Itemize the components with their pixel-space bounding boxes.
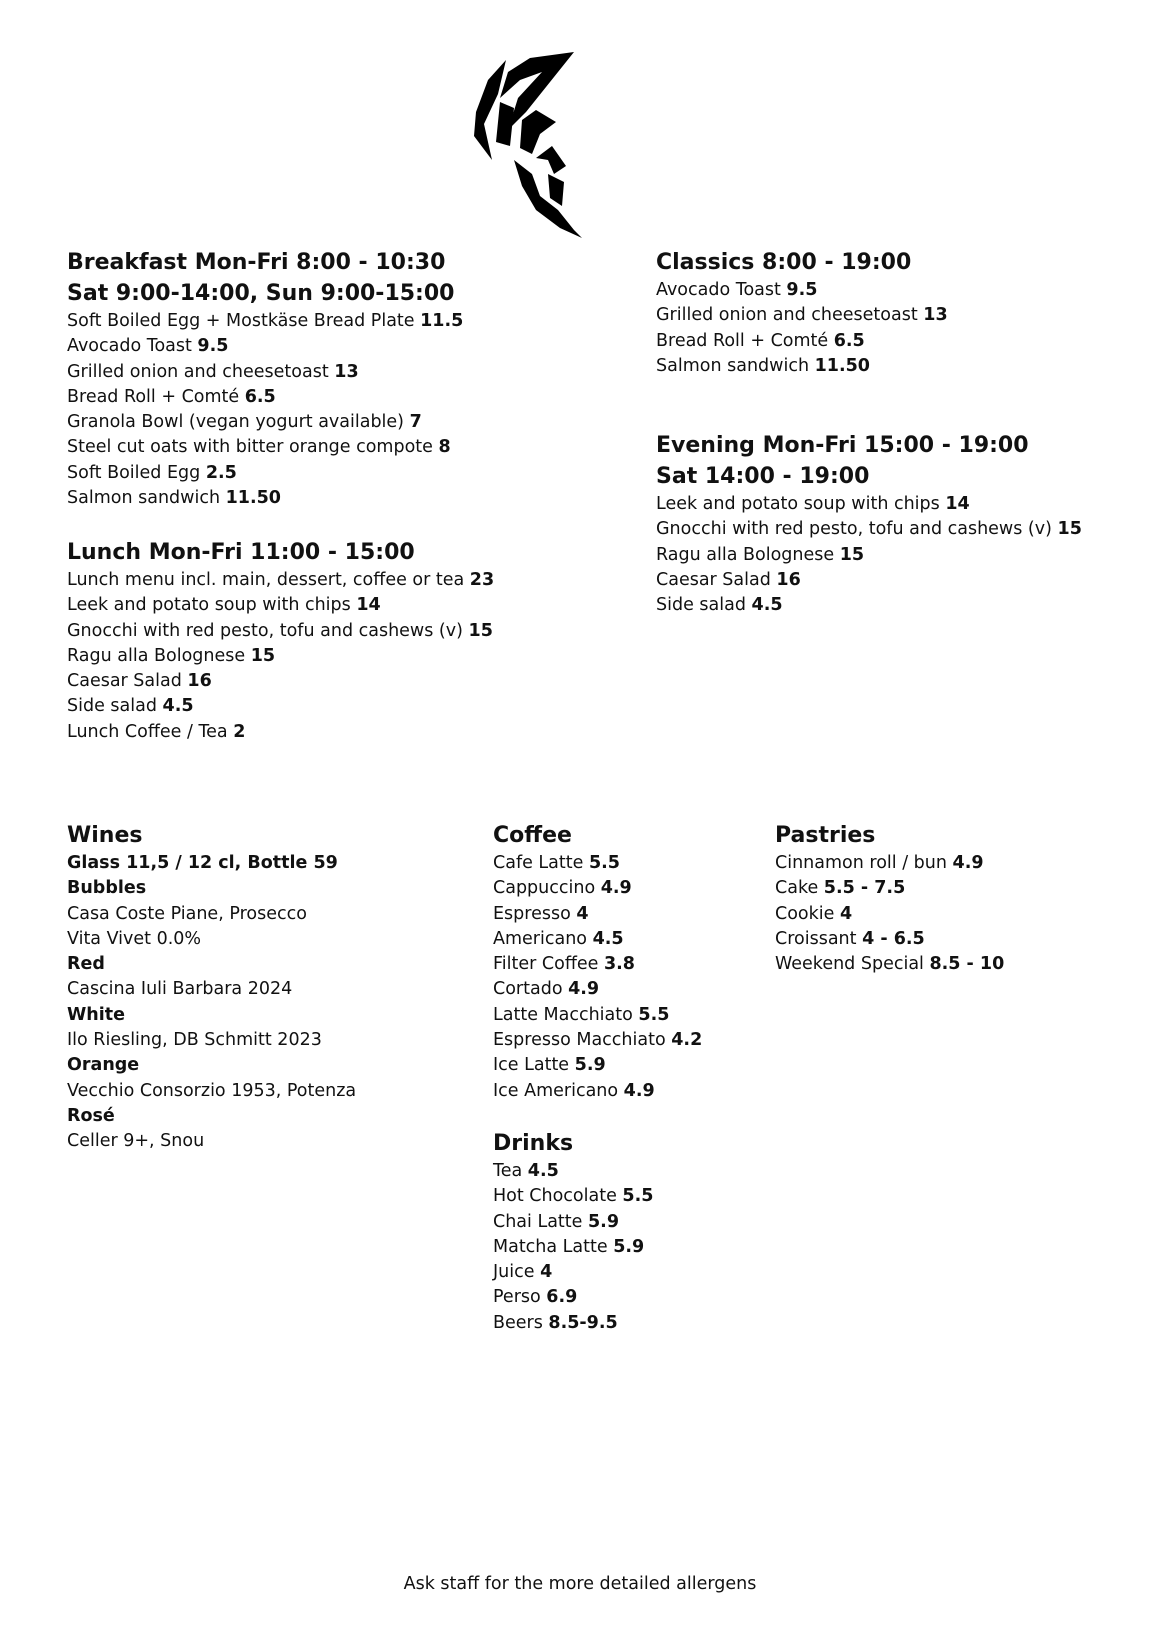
menu-item xyxy=(67,435,463,460)
menu-item xyxy=(67,334,463,359)
menu-item-price: 15 xyxy=(250,645,276,666)
menu-item-price: 16 xyxy=(187,671,212,692)
menu-item xyxy=(493,851,702,876)
menu-item-name: Avocado Toast xyxy=(656,280,787,300)
breakfast-subtitle: Sat 9:00-14:00, Sun 9:00-15:00 xyxy=(67,281,455,306)
drinks-items xyxy=(493,1159,653,1336)
menu-item-price: 15 xyxy=(839,544,865,565)
menu-item xyxy=(67,568,494,593)
menu-item-name: Beers xyxy=(493,1312,549,1333)
menu-item xyxy=(67,669,494,694)
menu-item-price: 9.5 xyxy=(197,336,229,357)
coffee-section xyxy=(493,820,702,1104)
menu-item-name: Caesar Salad xyxy=(67,671,188,692)
coffee-title: Coffee xyxy=(493,823,572,848)
menu-item xyxy=(656,517,1082,542)
menu-item-name: Leek and potato soup with chips xyxy=(67,595,357,616)
menu-item xyxy=(656,568,1082,593)
menu-item-price: 2 xyxy=(233,721,246,742)
menu-item xyxy=(67,360,463,385)
classics-items xyxy=(656,278,948,379)
menu-item-name: Filter Coffee xyxy=(493,954,604,975)
menu-item-name: Soft Boiled Egg xyxy=(67,462,206,483)
menu-item-price: 4.9 xyxy=(600,878,632,899)
menu-item-name: Bread Roll + Comté xyxy=(67,386,245,407)
wine-item: Celler 9+, Snou xyxy=(67,1131,205,1152)
menu-item-price: 4.5 xyxy=(751,595,783,616)
menu-item xyxy=(656,492,1082,517)
wines-pricing: Glass 11,5 / 12 cl, Bottle 59 xyxy=(67,853,338,873)
menu-item-name: Cookie xyxy=(775,903,840,924)
menu-item-price: 8 xyxy=(438,437,451,458)
menu-item-price: 11.50 xyxy=(814,355,870,376)
menu-item-name: Ice Latte xyxy=(493,1055,575,1076)
menu-item xyxy=(67,410,463,435)
menu-item xyxy=(67,694,494,719)
menu-item xyxy=(67,593,494,618)
menu-item-price: 13 xyxy=(923,305,948,326)
menu-item xyxy=(493,1210,653,1235)
menu-item-name: Gnocchi with red pesto, tofu and cashews (v) xyxy=(656,519,1058,540)
menu-item xyxy=(493,1260,653,1285)
menu-item xyxy=(67,461,463,486)
menu-item-price: 11.50 xyxy=(225,488,281,509)
menu-item-price: 8.5-9.5 xyxy=(548,1312,618,1333)
wine-category: Orange xyxy=(67,1055,140,1076)
wine-item: Vecchio Consorzio 1953, Potenza xyxy=(67,1080,357,1101)
menu-item-name: Americano xyxy=(493,928,593,949)
menu-item-name: Salmon sandwich xyxy=(67,488,226,509)
menu-item xyxy=(775,927,1004,952)
menu-item-name: Grilled onion and cheesetoast xyxy=(656,305,924,326)
menu-item-name: Latte Macchiato xyxy=(493,1004,639,1025)
menu-item-name: Perso xyxy=(493,1287,547,1308)
menu-item-name: Lunch Coffee / Tea xyxy=(67,721,234,742)
menu-item-name: Cafe Latte xyxy=(493,853,589,873)
menu-item-price: 4.9 xyxy=(952,853,984,873)
menu-item-name: Cappuccino xyxy=(493,878,601,899)
menu-item-price: 2.5 xyxy=(205,462,237,483)
menu-item xyxy=(493,952,702,977)
menu-item-price: 5.9 xyxy=(574,1055,606,1076)
menu-item xyxy=(493,876,702,901)
wines-section xyxy=(67,820,356,1155)
menu-item-price: 4.5 xyxy=(162,696,194,717)
menu-item-name: Avocado Toast xyxy=(67,336,198,357)
wines-title: Wines xyxy=(67,823,143,848)
menu-item-name: Ice Americano xyxy=(493,1080,624,1101)
menu-item-price: 5.5 xyxy=(588,853,620,873)
wine-category: Rosé xyxy=(67,1105,115,1126)
classics-title: Classics 8:00 - 19:00 xyxy=(656,250,912,275)
lunch-section xyxy=(67,537,494,745)
menu-item-name: Side salad xyxy=(656,595,752,616)
menu-item-price: 7 xyxy=(409,412,422,433)
menu-item xyxy=(656,593,1082,618)
menu-item-price: 13 xyxy=(334,361,359,382)
menu-item xyxy=(656,303,948,328)
menu-item-price: 23 xyxy=(469,570,495,590)
menu-item-price: 6.9 xyxy=(546,1287,578,1308)
menu-item xyxy=(67,619,494,644)
pastries-items xyxy=(775,851,1004,977)
menu-item xyxy=(775,851,1004,876)
brand-logo xyxy=(470,50,590,238)
menu-item xyxy=(493,902,702,927)
menu-item-price: 4.5 xyxy=(527,1161,559,1181)
drinks-title: Drinks xyxy=(493,1131,574,1156)
menu-item-price: 5.5 xyxy=(622,1186,654,1207)
evening-section xyxy=(656,430,1082,618)
menu-item xyxy=(775,902,1004,927)
menu-item-name: Croissant xyxy=(775,928,863,949)
menu-item-price: 4 - 6.5 xyxy=(862,928,925,949)
wine-item: Vita Vivet 0.0% xyxy=(67,928,202,949)
menu-item-name: Tea xyxy=(493,1161,528,1181)
evening-subtitle: Sat 14:00 - 19:00 xyxy=(656,464,870,489)
menu-item-price: 8.5 - 10 xyxy=(929,954,1005,975)
menu-item-price: 6.5 xyxy=(833,330,865,351)
menu-item-price: 14 xyxy=(356,595,381,616)
menu-item xyxy=(67,486,463,511)
lunch-title: Lunch Mon-Fri 11:00 - 15:00 xyxy=(67,540,415,565)
evening-items xyxy=(656,492,1082,618)
menu-item xyxy=(493,927,702,952)
menu-item-name: Juice xyxy=(493,1262,541,1283)
breakfast-section xyxy=(67,247,463,511)
menu-item xyxy=(775,952,1004,977)
menu-item-price: 16 xyxy=(776,569,801,590)
menu-item xyxy=(493,1003,702,1028)
menu-item-name: Ragu alla Bolognese xyxy=(656,544,840,565)
menu-item-price: 6.5 xyxy=(244,386,276,407)
menu-item xyxy=(493,1311,653,1336)
menu-item xyxy=(493,1235,653,1260)
menu-item-price: 3.8 xyxy=(603,954,635,975)
classics-section xyxy=(656,247,948,379)
wine-category: Red xyxy=(67,954,105,975)
menu-item xyxy=(656,329,948,354)
menu-item-name: Steel cut oats with bitter orange compote xyxy=(67,437,439,458)
menu-item-price: 5.5 xyxy=(638,1004,670,1025)
breakfast-title: Breakfast Mon-Fri 8:00 - 10:30 xyxy=(67,250,446,275)
menu-item xyxy=(493,1184,653,1209)
menu-item-name: Salmon sandwich xyxy=(656,355,815,376)
pastries-title: Pastries xyxy=(775,823,876,848)
allergen-note: Ask staff for the more detailed allergens xyxy=(403,1574,757,1594)
menu-item-price: 4.5 xyxy=(592,928,624,949)
menu-item-name: Chai Latte xyxy=(493,1211,588,1232)
menu-item-name: Soft Boiled Egg + Mostkäse Bread Plate xyxy=(67,311,421,331)
menu-item-name: Bread Roll + Comté xyxy=(656,330,834,351)
menu-item xyxy=(493,1079,702,1104)
menu-item-name: Caesar Salad xyxy=(656,569,777,590)
menu-item xyxy=(493,977,702,1002)
menu-item-price: 15 xyxy=(1057,519,1082,540)
drinks-section xyxy=(493,1128,653,1336)
menu-item-price: 4.9 xyxy=(568,979,600,1000)
breakfast-items xyxy=(67,309,463,511)
menu-item xyxy=(67,720,494,745)
menu-item-price: 4 xyxy=(839,903,853,924)
menu-item xyxy=(656,543,1082,568)
menu-item-name: Leek and potato soup with chips xyxy=(656,494,946,514)
menu-item-price: 4.2 xyxy=(671,1030,703,1051)
menu-item-name: Espresso Macchiato xyxy=(493,1030,672,1051)
menu-item-price: 11.5 xyxy=(420,311,464,331)
menu-item-price: 14 xyxy=(945,494,970,514)
menu-item xyxy=(656,278,948,303)
menu-item-name: Matcha Latte xyxy=(493,1236,614,1257)
menu-item xyxy=(67,309,463,334)
menu-item xyxy=(67,385,463,410)
menu-item xyxy=(775,876,1004,901)
menu-item-name: Granola Bowl (vegan yogurt available) xyxy=(67,412,410,433)
menu-item xyxy=(67,644,494,669)
menu-item-name: Cinnamon roll / bun xyxy=(775,853,953,873)
menu-item xyxy=(493,1285,653,1310)
coffee-items xyxy=(493,851,702,1104)
wine-category: Bubbles xyxy=(67,878,147,899)
menu-item-name: Cortado xyxy=(493,979,569,1000)
wine-item: Cascina Iuli Barbara 2024 xyxy=(67,979,293,1000)
menu-item-name: Weekend Special xyxy=(775,954,930,975)
menu-item-price: 5.5 - 7.5 xyxy=(823,878,906,899)
menu-item-price: 4 xyxy=(540,1262,553,1283)
menu-item-price: 9.5 xyxy=(786,280,818,300)
menu-item-name: Side salad xyxy=(67,696,163,717)
menu-item-name: Cake xyxy=(775,878,824,899)
menu-item-price: 4 xyxy=(576,903,589,924)
menu-item-price: 5.9 xyxy=(588,1211,620,1232)
menu-item xyxy=(493,1053,702,1078)
wine-item: Casa Coste Piane, Prosecco xyxy=(67,903,307,924)
wine-category: White xyxy=(67,1004,125,1025)
wine-item: Ilo Riesling, DB Schmitt 2023 xyxy=(67,1030,322,1051)
evening-title: Evening Mon-Fri 15:00 - 19:00 xyxy=(656,433,1029,458)
menu-item-name: Hot Chocolate xyxy=(493,1186,623,1207)
menu-item-price: 5.9 xyxy=(613,1236,645,1257)
pastries-section xyxy=(775,820,1004,977)
menu-item-name: Gnocchi with red pesto, tofu and cashews (v) xyxy=(67,620,469,641)
menu-item xyxy=(493,1028,702,1053)
menu-item-price: 4.9 xyxy=(623,1080,655,1101)
menu-item-name: Ragu alla Bolognese xyxy=(67,645,251,666)
menu-item-name: Lunch menu incl. main, dessert, coffee or tea xyxy=(67,570,470,590)
lunch-items xyxy=(67,568,494,745)
wine-groups xyxy=(67,876,356,1154)
menu-item-name: Grilled onion and cheesetoast xyxy=(67,361,335,382)
menu-item xyxy=(656,354,948,379)
menu-item-price: 15 xyxy=(468,620,493,641)
menu-item xyxy=(493,1159,653,1184)
menu-item-name: Espresso xyxy=(493,903,577,924)
